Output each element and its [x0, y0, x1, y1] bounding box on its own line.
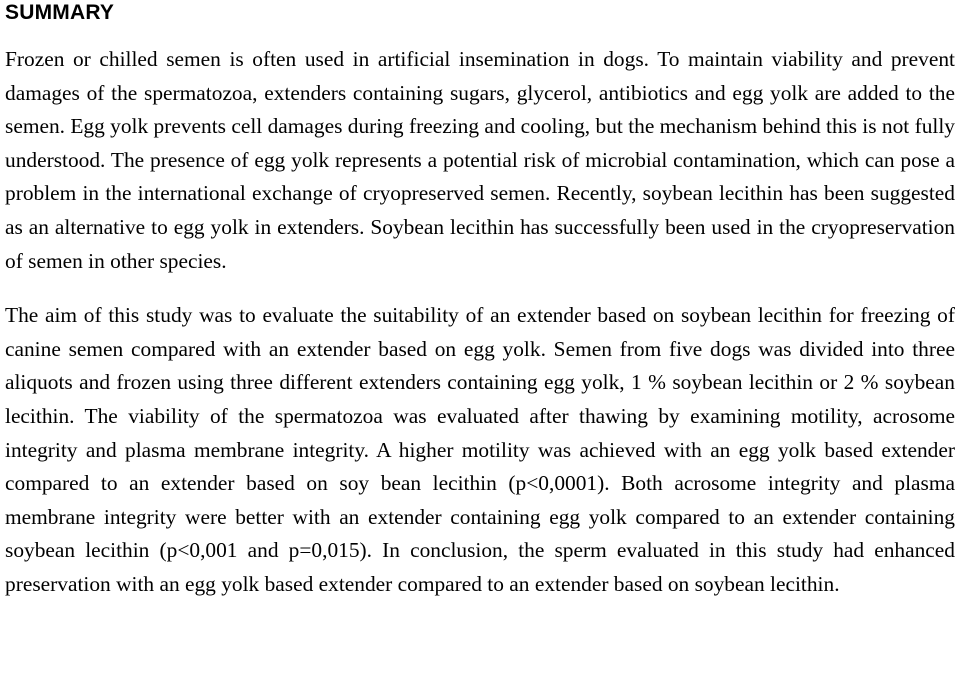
paragraph-study: The aim of this study was to evaluate the suitability of an extender based on soybean lecithin for freezing of canine semen compared with an extender based on egg yolk. Semen from five dogs was divided into three aliquots and frozen using three different extenders containing egg yolk, 1 % soybean lecithin or 2 % soybean lecithin. The viability of the spermatozoa was evaluated after thawing by examining motility, acrosome integrity and plasma membrane integrity. A higher motility was achieved with an egg yolk based extender compared to an extender based on soy bean lecithin (p<0,0001). Both acrosome integrity and plasma membrane integrity were better with an extender containing egg yolk compared to an extender containing soybean lecithin (p<0,001 and p=0,015). In conclusion, the sperm evaluated in this study had enhanced preservation with an egg yolk based extender compared to an extender based on soybean lecithin. — [5, 303, 955, 596]
paragraph-background: Frozen or chilled semen is often used in artificial insemination in dogs. To maintain viability and prevent damages of the spermatozoa, extenders containing sugars, glycerol, antibiotics and egg yolk are added to the semen. Egg yolk prevents cell damages during freezing and cooling, but the mechanism behind this is not fully understood. The presence of egg yolk represents a potential risk of microbial contamination, which can pose a problem in the international exchange of cryopreserved semen. Recently, soybean lecithin has been suggested as an alternative to egg yolk in extenders. Soybean lecithin has successfully been used in the cryopreservation of semen in other species. — [5, 47, 955, 273]
summary-heading: SUMMARY — [5, 1, 115, 24]
document-page — [5, 0, 955, 602]
